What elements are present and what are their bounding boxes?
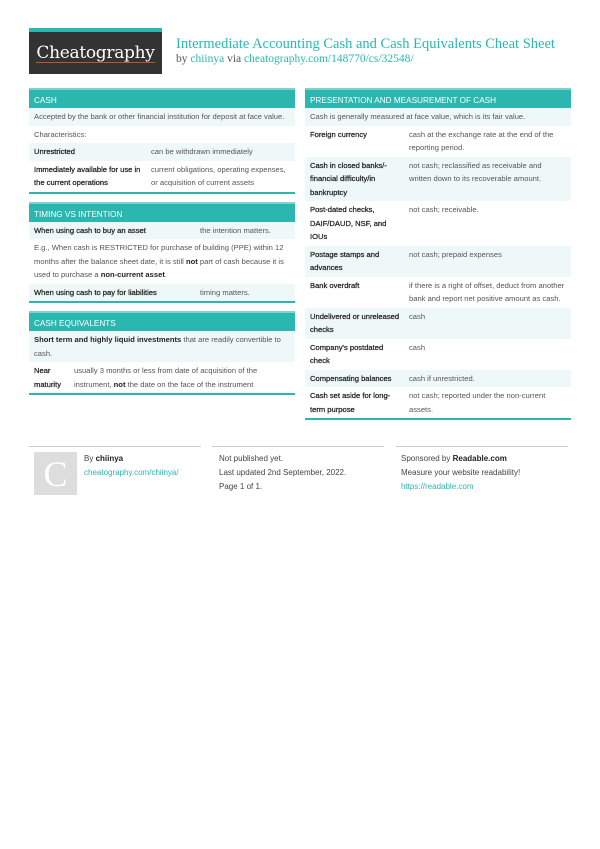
footer-status <box>219 452 346 494</box>
table-row <box>305 387 571 418</box>
row-key: Postage stamps and advances <box>310 249 380 272</box>
row-key: Compensating balances <box>310 373 392 383</box>
section-title: CASH EQUIVALENTS <box>29 311 295 331</box>
sponsor-link[interactable]: https://readable.com <box>401 482 474 491</box>
sponsored-label: Sponsored by <box>401 454 453 463</box>
timing-example <box>29 239 295 284</box>
cheatography-logo[interactable] <box>29 28 162 74</box>
cash-intro: Accepted by the bank or other financial institution for deposit at face value. <box>29 108 295 126</box>
row-value: cash at the exchange rate at the end of the reporting period. <box>409 129 554 152</box>
byline <box>176 53 414 65</box>
sheet-url-link[interactable]: cheatography.com/148770/cs/32548/ <box>244 53 414 65</box>
footer-divider <box>212 446 384 447</box>
table-row <box>305 339 571 370</box>
sponsor-tagline: Measure your website readability! <box>401 468 521 477</box>
equiv-intro <box>29 331 295 362</box>
text: usually 3 months or less from date of acquisition of the instrument, <box>74 366 258 389</box>
page-title: Intermediate Accounting Cash and Cash Equivalents Cheat Sheet <box>176 36 555 52</box>
row-key: Undelivered or unreleased checks <box>310 311 400 334</box>
row-value: not cash; receivable. <box>409 205 479 214</box>
section-cash-equivalents <box>29 311 295 395</box>
table-row <box>305 246 571 277</box>
row-value: not cash; reclassified as receivable and written down to its recoverable amount. <box>409 160 542 183</box>
row-key: Immediately available for use in the current operations <box>34 164 141 187</box>
logo-text: Cheatography <box>36 42 155 63</box>
emphasis: Short term and highly liquid investments <box>34 335 182 344</box>
row-value: can be withdrawn immediately <box>151 147 253 156</box>
page-number: Page 1 of 1. <box>219 482 263 491</box>
author-profile-link[interactable]: cheatography.com/chiinya/ <box>84 468 179 477</box>
row-key: Cash in closed banks/-financial difficulty/in bankruptcy <box>310 160 387 197</box>
row-key: Company's postdated check <box>310 342 384 365</box>
table-row <box>305 157 571 202</box>
table-row <box>305 277 571 308</box>
last-updated: Last updated 2nd September, 2022. <box>219 468 347 477</box>
row-key: Foreign currency <box>310 129 367 139</box>
row-key: Post-dated checks, DAIF/DAUD, NSF, and IOUs <box>310 205 387 241</box>
emphasis: not <box>113 379 126 389</box>
emphasis: non-current asset <box>100 270 165 279</box>
text: . <box>164 270 167 279</box>
emphasis: not <box>185 256 198 266</box>
row-value: current obligations, operating expenses, or acquisition of current assets <box>151 164 286 187</box>
footer-author <box>84 452 179 480</box>
row-key: Near maturity <box>34 366 62 389</box>
section-title: CASH <box>29 88 295 108</box>
table-row <box>305 308 571 339</box>
sponsor-name: Readable.com <box>452 454 507 463</box>
section-timing <box>29 202 295 304</box>
row-key: When using cash to pay for liabilities <box>34 287 157 297</box>
row-key: Cash set aside for long-term purpose <box>310 391 391 414</box>
row-value: not cash; reported under the non-current assets. <box>409 391 546 414</box>
row-value <box>74 364 290 391</box>
cash-characteristics: Characteristics: <box>34 129 87 139</box>
table-row <box>29 222 295 240</box>
table-row <box>29 143 295 161</box>
table-row <box>305 370 571 388</box>
section-title: PRESENTATION AND MEASUREMENT OF CASH <box>305 88 571 108</box>
presentation-intro: Cash is generally measured at face value, which is its fair value. <box>305 108 571 126</box>
via-label: via <box>227 53 242 65</box>
row-value: cash <box>409 342 426 352</box>
table-row <box>29 161 295 192</box>
author-link[interactable]: chiinya <box>190 53 225 65</box>
table-row <box>305 126 571 157</box>
table-row <box>29 362 295 393</box>
text: E.g., When cash is RESTRICTED for purchase of building (PPE) within 12 months after the balance sheet date, it is still <box>34 243 284 266</box>
by-label: by <box>176 53 188 65</box>
avatar: C <box>34 452 77 495</box>
footer-divider <box>396 446 568 447</box>
section-presentation <box>305 88 571 420</box>
section-cash <box>29 88 295 194</box>
table-row <box>29 284 295 302</box>
author-name: chiinya <box>95 454 124 463</box>
publish-status: Not published yet. <box>219 454 284 463</box>
by-label: By <box>84 454 96 463</box>
row-key: Bank overdraft <box>310 280 360 290</box>
row-key: When using cash to buy an asset <box>34 225 146 235</box>
table-row <box>305 201 571 246</box>
text: part of cash because it is used to purchase a <box>34 256 284 279</box>
row-value: if there is a right of offset, deduct from another bank and report net positive amount as cash. <box>409 280 565 303</box>
section-title: TIMING VS INTENTION <box>29 202 295 222</box>
row-value: the intention matters. <box>200 225 271 235</box>
row-key: Unrestricted <box>34 147 75 156</box>
row-value: timing matters. <box>200 287 250 297</box>
right-column <box>305 88 571 428</box>
text: the date on the face of the instrument <box>125 379 254 389</box>
row-value: cash <box>409 311 426 321</box>
text: that are readily convertible to cash. <box>34 335 281 358</box>
left-column <box>29 88 295 403</box>
footer-sponsor <box>401 452 520 494</box>
footer-divider <box>29 446 201 447</box>
row-value: not cash; prepaid expenses <box>409 249 502 259</box>
row-value: cash if unrestricted. <box>409 373 475 383</box>
